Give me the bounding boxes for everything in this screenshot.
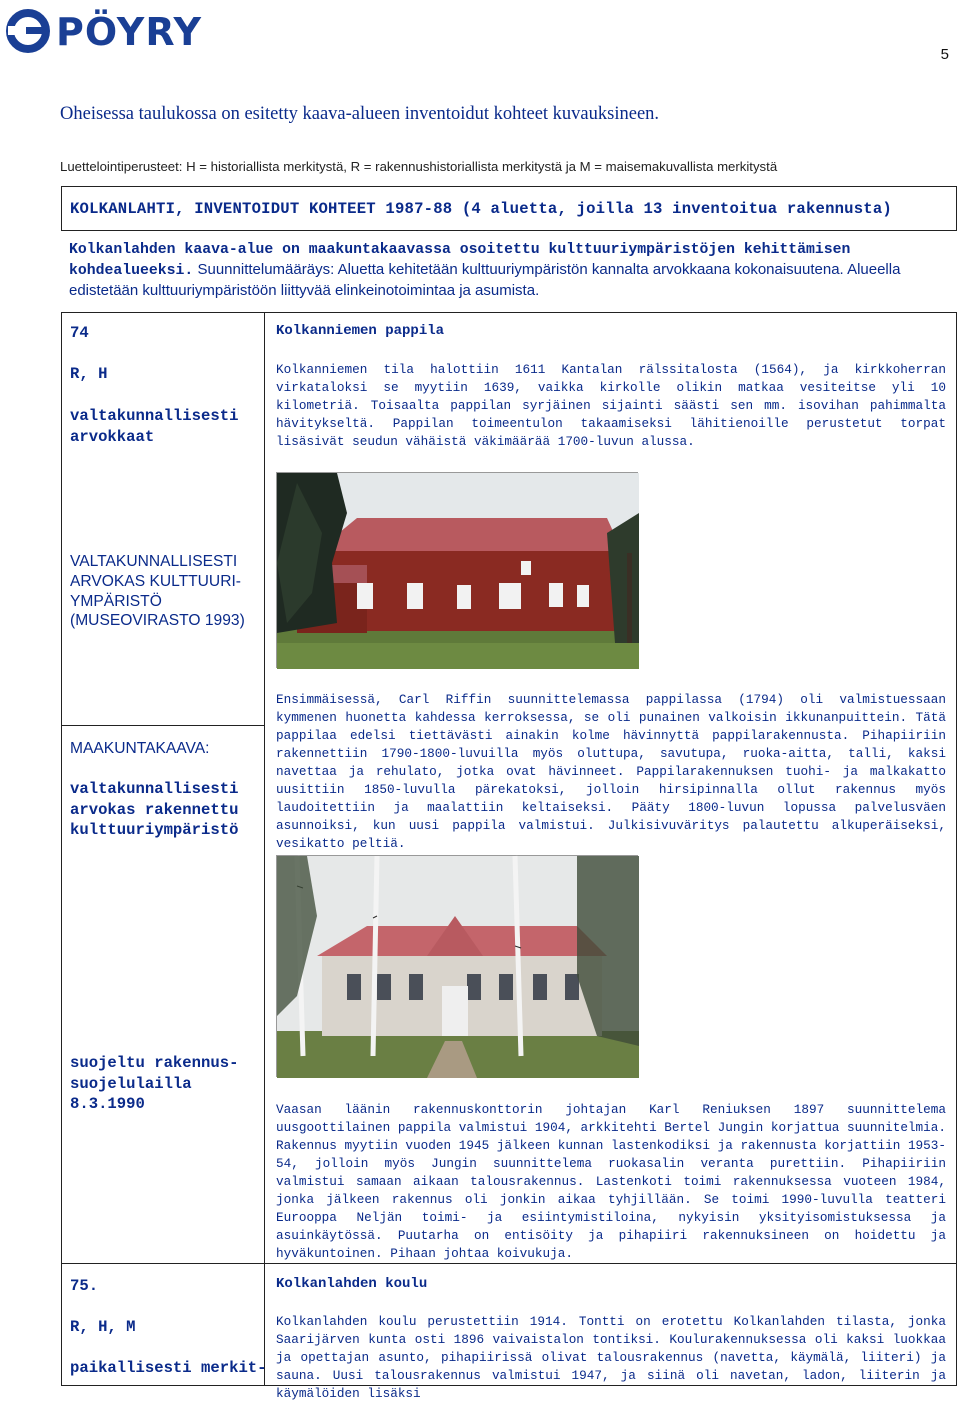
item-value: valtakunnallisesti arvokkaat bbox=[70, 407, 239, 446]
red-wooden-house-image bbox=[277, 473, 639, 669]
table-left-column bbox=[61, 312, 265, 1386]
item-paragraph: Kolkanlahden koulu perustettiin 1914. Tontti on erotettu Kolkanlahden tilasta, jonka Saarijärven kunta osti 1896 vaivaistalon tontiksi. Koulurakennuksessa oli kaksi luokkaa ja opettajan asunto, pihapiirissä olivat talousrakennus (navetta, käymälä, liiteri) ja sauna. Uusi talousrakennus valmistui 1947, ja siinä oli navetan, ladon, liiterin ja käymälöiden lisäksi bbox=[276, 1314, 946, 1401]
poyry-logo-icon bbox=[4, 6, 244, 52]
item-number: 75. bbox=[70, 1277, 99, 1295]
item-paragraph: Vaasan läänin rakennuskonttorin johtajan Karl Reniuksen 1897 suunnittelema uusgoottilainen pappila valmistui 1904, arkkitehti Bertel Jungin korjattua suunnitelmia. Rakennus myytiin vuoden 1945 jälkeen kunnan lastenkodiksi ja rakennusta korjattiin 1953-54, jolloin myös Jungin suunnittelema ruokasalin veranta purettiin. Pihapiiriin valmistui samaan aikaan talousrakennus. Lastenkoti toimi rakennuksessa vuoteen 1984, jonka jälkeen rakennus oli jonkin aikaa tyhjillään. Se toimi 1990-luvulla teatteri Eurooppa Neljän toimi- ja esiintymistiloina, nykyisin yksityisomistuksessa ja asuinkäytössä. Puutarha on entisöity ja pihapiiri rakennuksineen on hoidettu ja hyväkuntoinen. Pihaan johtaa koivukuja. bbox=[276, 1102, 947, 1261]
plan-value: valtakunnallisesti arvokas rakennettu kulttuuriympäristö bbox=[70, 780, 239, 839]
item-value: paikallisesti merkit- bbox=[70, 1359, 267, 1377]
section-heading: KOLKANLAHTI, INVENTOIDUT KOHTEET 1987-88 (4 aluetta, joilla 13 inventoitua rakennusta) bbox=[70, 200, 892, 218]
intro-text: Oheisessa taulukossa on esitetty kaava-alueen inventoidut kohteet kuvauksineen. bbox=[60, 104, 660, 124]
area-description-bold: Kolkanlahden kaava-alue on maakuntakaavassa osoitettu kulttuuriympäristöjen kehittämisen kohdealueeksi. bbox=[69, 242, 851, 279]
item-codes: R, H, M bbox=[70, 1318, 136, 1336]
left-cell-divider bbox=[61, 725, 265, 726]
area-description-rest: Suunnittelumääräys: Aluetta kehitetään kulttuuriympäristön kannalta arvokkaana kokonaisuutena. Alueella edistetään kulttuuriympäristöön liittyvää elinkeinotoimintaa ja asumista. bbox=[69, 261, 901, 299]
photo-old-parsonage bbox=[276, 472, 638, 668]
logo-text: PÖYRY bbox=[56, 10, 203, 54]
protection-status: suojeltu rakennus-suojelulailla 8.3.1990 bbox=[70, 1054, 239, 1113]
item-paragraph: Kolkanniemen tila halottiin 1611 Kantalan rälssitalosta (1564), ja kirkkoherran virkataloksi se myytiin 1639, vaikka kirkolle olikin matkaa vesiteitse yli 10 kilometriä. Toisaalta pappilan syrjäinen sijainti säästi sen mm. isovihan pahimmalta hävitykseltä. Pappilan toimeentulon takaamiseksi lähitienoille perustetut torpat lisäsivät seudun vähäistä väkimäärää 1700-luvun alussa. bbox=[276, 362, 946, 449]
item-codes: R, H bbox=[70, 365, 108, 383]
page-number: 5 bbox=[940, 46, 949, 63]
table-row-divider bbox=[61, 1263, 957, 1264]
area-description bbox=[69, 240, 949, 302]
item-designation: VALTAKUNNALLISESTI ARVOKAS KULTTUURI-YMPÄRISTÖ (MUSEOVIRASTO 1993) bbox=[70, 553, 245, 630]
item-paragraph: Ensimmäisessä, Carl Riffin suunnittelemassa pappilassa (1794) oli valmistuessaan kymmenen huonetta kahdessa kerroksessa, se oli punainen valkoisin ikkunanpuittein. Tätä pappilaa edelsi tiettävästi ainakin kolme hävinnyttä pappilarakennusta. Pihapiiriin rakennettiin 1790-1800-luvuilla myös oluttupa, savutupa, ruoka-aitta, talli, kaksi navettaa ja rehulato, jotka ovat hävinneet. Pappilarakennuksen tuohi- ja malkakatto uusittiin 1850-luvulla pärekatoksi, jolloin hirsipinnalla ollut rakennus myös laudoitettiin ja maalattiin keltaiseksi. Pääty 1800-luvun lopussa palvelusväen asunnoiksi, kun uusi pappila valmistui. Julkisivuväritys palautettu alkuperäiseksi, vesikatto peltiä. bbox=[276, 692, 946, 851]
company-logo bbox=[4, 6, 244, 52]
item-number: 74 bbox=[70, 324, 89, 342]
item-title: Kolkanlahden koulu bbox=[276, 1276, 428, 1292]
criteria-text: Luettelointiperusteet: H = historiallista merkitystä, R = rakennushistoriallista merkitystä ja M = maisemakuvallista merkitystä bbox=[60, 159, 778, 174]
item-title: Kolkanniemen pappila bbox=[276, 323, 445, 339]
plan-label: MAAKUNTAKAAVA: bbox=[70, 740, 210, 757]
photo-new-parsonage bbox=[276, 855, 638, 1077]
white-parsonage-image bbox=[277, 856, 639, 1078]
